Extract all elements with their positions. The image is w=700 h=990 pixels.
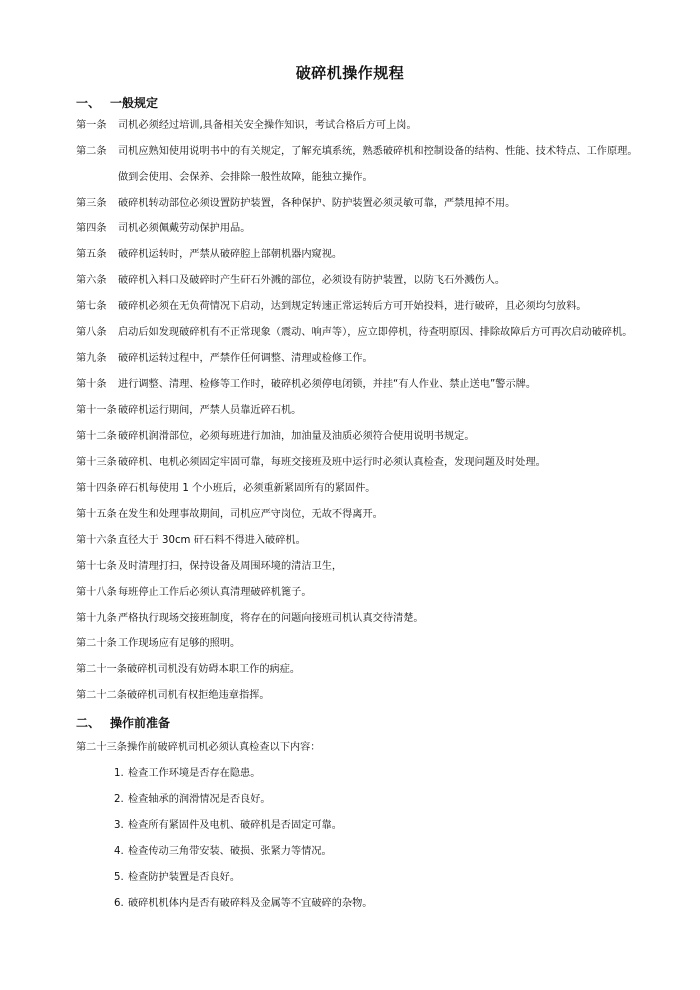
article-6 bbox=[76, 274, 505, 288]
article-number: 第十四条 bbox=[76, 483, 117, 494]
article-8 bbox=[76, 326, 632, 340]
article-15 bbox=[76, 508, 383, 522]
checklist-text: 检查传动三角带安装、破损、张紧力等情况。 bbox=[128, 846, 332, 857]
article-5 bbox=[76, 248, 342, 262]
checklist-text: 检查工作环境是否存在隐患。 bbox=[128, 768, 261, 779]
article-23 bbox=[76, 741, 321, 755]
checklist-index: 3. bbox=[114, 820, 124, 831]
section-heading-2 bbox=[76, 714, 170, 731]
article-text: 破碎机运行期间，严禁人员靠近碎石机。 bbox=[118, 405, 302, 416]
article-text: 破碎机运转时，严禁从破碎腔上部朝机器内窥视。 bbox=[118, 249, 343, 260]
checklist-text: 破碎机机体内是否有破碎料及金属等不宜破碎的杂物。 bbox=[128, 898, 373, 909]
article-19 bbox=[76, 612, 424, 626]
article-13 bbox=[76, 456, 546, 470]
checklist-index: 6. bbox=[114, 898, 124, 909]
section-title: 操作前准备 bbox=[110, 716, 171, 730]
article-text: 操作前破碎机司机必须认真检查以下内容： bbox=[126, 742, 321, 753]
article-10 bbox=[76, 378, 536, 392]
document-title: 破碎机操作规程 bbox=[295, 64, 405, 82]
article-text: 在发生和处理事故期间，司机应严守岗位，无故不得离开。 bbox=[118, 509, 383, 520]
article-9 bbox=[76, 352, 373, 366]
article-12 bbox=[76, 430, 475, 444]
article-3 bbox=[76, 197, 515, 211]
article-text: 破碎机司机有权拒绝违章指挥。 bbox=[126, 690, 270, 701]
article-number: 第十五条 bbox=[76, 509, 117, 520]
article-text: 每班停止工作后必须认真清理破碎机篦子。 bbox=[118, 587, 312, 598]
article-number: 第八条 bbox=[76, 327, 107, 338]
article-number: 第二十条 bbox=[76, 638, 117, 649]
article-text: 直径大于 30cm 矸石料不得进入破碎机。 bbox=[118, 535, 306, 546]
article-2 bbox=[76, 145, 638, 159]
article-number: 第三条 bbox=[76, 198, 107, 209]
article-2-continuation: 做到会使用、会保养、会排除一般性故障，能独立操作。 bbox=[118, 172, 373, 183]
article-text: 工作现场应有足够的照明。 bbox=[118, 638, 241, 649]
checklist-item-2 bbox=[114, 793, 271, 807]
article-number: 第二十二条 bbox=[76, 690, 127, 701]
article-17 bbox=[76, 560, 342, 574]
article-text: 破碎机必须在无负荷情况下启动，达到规定转速正常运转后方可开始投料，进行破碎，且必须均匀放料。 bbox=[118, 301, 587, 312]
section-number: 二、 bbox=[76, 716, 101, 730]
article-text: 碎石机每使用 1 个小班后，必须重新紧固所有的紧固件。 bbox=[118, 483, 376, 494]
checklist-item-6 bbox=[114, 897, 373, 911]
checklist-index: 1. bbox=[114, 768, 124, 779]
article-number: 第六条 bbox=[76, 275, 107, 286]
checklist-text: 检查防护装置是否良好。 bbox=[128, 872, 241, 883]
article-number: 第十二条 bbox=[76, 431, 117, 442]
article-number: 第四条 bbox=[76, 223, 107, 234]
article-7 bbox=[76, 300, 587, 314]
checklist-item-1 bbox=[114, 767, 260, 781]
article-text: 严格执行现场交接班制度，将存在的问题向接班司机认真交待清楚。 bbox=[118, 613, 424, 624]
article-number: 第五条 bbox=[76, 249, 107, 260]
article-number: 第一条 bbox=[76, 120, 107, 131]
article-text: 司机必须经过培训,具备相关安全操作知识，考试合格后方可上岗。 bbox=[118, 120, 417, 131]
article-number: 第十三条 bbox=[76, 457, 117, 468]
article-20 bbox=[76, 637, 240, 651]
article-number: 第十条 bbox=[76, 379, 107, 390]
article-18 bbox=[76, 586, 312, 600]
article-number: 第九条 bbox=[76, 353, 107, 364]
article-14 bbox=[76, 482, 375, 496]
article-text: 司机应熟知使用说明书中的有关规定，了解充填系统，熟悉破碎机和控制设备的结构、性能、技术特点、工作原理。 bbox=[118, 146, 638, 157]
article-number: 第十七条 bbox=[76, 561, 117, 572]
section-number: 一、 bbox=[76, 96, 101, 110]
checklist-item-4 bbox=[114, 845, 332, 859]
article-text: 破碎机转动部位必须设置防护装置，各种保护、防护装置必须灵敏可靠，严禁甩掉不用。 bbox=[118, 198, 516, 209]
article-text: 破碎机入料口及破碎时产生矸石外溅的部位，必须设有防护装置，以防飞石外溅伤人。 bbox=[118, 275, 506, 286]
section-heading-1 bbox=[76, 94, 158, 111]
checklist-text: 检查所有紧固件及电机、破碎机是否固定可靠。 bbox=[128, 820, 342, 831]
checklist-index: 5. bbox=[114, 872, 124, 883]
article-text: 司机必须佩戴劳动保护用品。 bbox=[118, 223, 251, 234]
article-4 bbox=[76, 222, 250, 236]
article-number: 第十六条 bbox=[76, 535, 117, 546]
article-text: 进行调整、清理、检修等工作时，破碎机必须停电闭锁，并挂“有人作业、禁止送电”警示牌。 bbox=[118, 379, 537, 390]
article-22 bbox=[76, 689, 270, 703]
article-number: 第十九条 bbox=[76, 613, 117, 624]
article-16 bbox=[76, 534, 306, 548]
checklist-index: 4. bbox=[114, 846, 124, 857]
checklist-item-3 bbox=[114, 819, 342, 833]
article-text: 破碎机、电机必须固定牢固可靠，每班交接班及班中运行时必须认真检查，发现问题及时处理。 bbox=[118, 457, 546, 468]
article-text: 破碎机润滑部位，必须每班进行加油，加油量及油质必须符合使用说明书规定。 bbox=[118, 431, 475, 442]
article-number: 第十一条 bbox=[76, 405, 117, 416]
checklist-item-5 bbox=[114, 871, 240, 885]
section-title: 一般规定 bbox=[110, 96, 159, 110]
article-number: 第二十三条 bbox=[76, 742, 127, 753]
checklist-index: 2. bbox=[114, 794, 124, 805]
article-text: 启动后如发现破碎机有不正常现象（震动、响声等），应立即停机，待查明原因、排除故障后方可再次启动破碎机。 bbox=[118, 327, 633, 338]
article-text: 破碎机运转过程中，严禁作任何调整、清理或检修工作。 bbox=[118, 353, 373, 364]
checklist-text: 检查轴承的润滑情况是否良好。 bbox=[128, 794, 271, 805]
article-1 bbox=[76, 119, 417, 133]
article-11 bbox=[76, 404, 301, 418]
article-21 bbox=[76, 663, 300, 677]
article-number: 第十八条 bbox=[76, 587, 117, 598]
article-number: 第二十一条 bbox=[76, 664, 127, 675]
article-number: 第二条 bbox=[76, 146, 107, 157]
article-text: 及时清理打扫，保持设备及周围环境的清洁卫生， bbox=[118, 561, 343, 572]
article-number: 第七条 bbox=[76, 301, 107, 312]
article-text: 破碎机司机没有妨碍本职工作的病症。 bbox=[126, 664, 301, 675]
